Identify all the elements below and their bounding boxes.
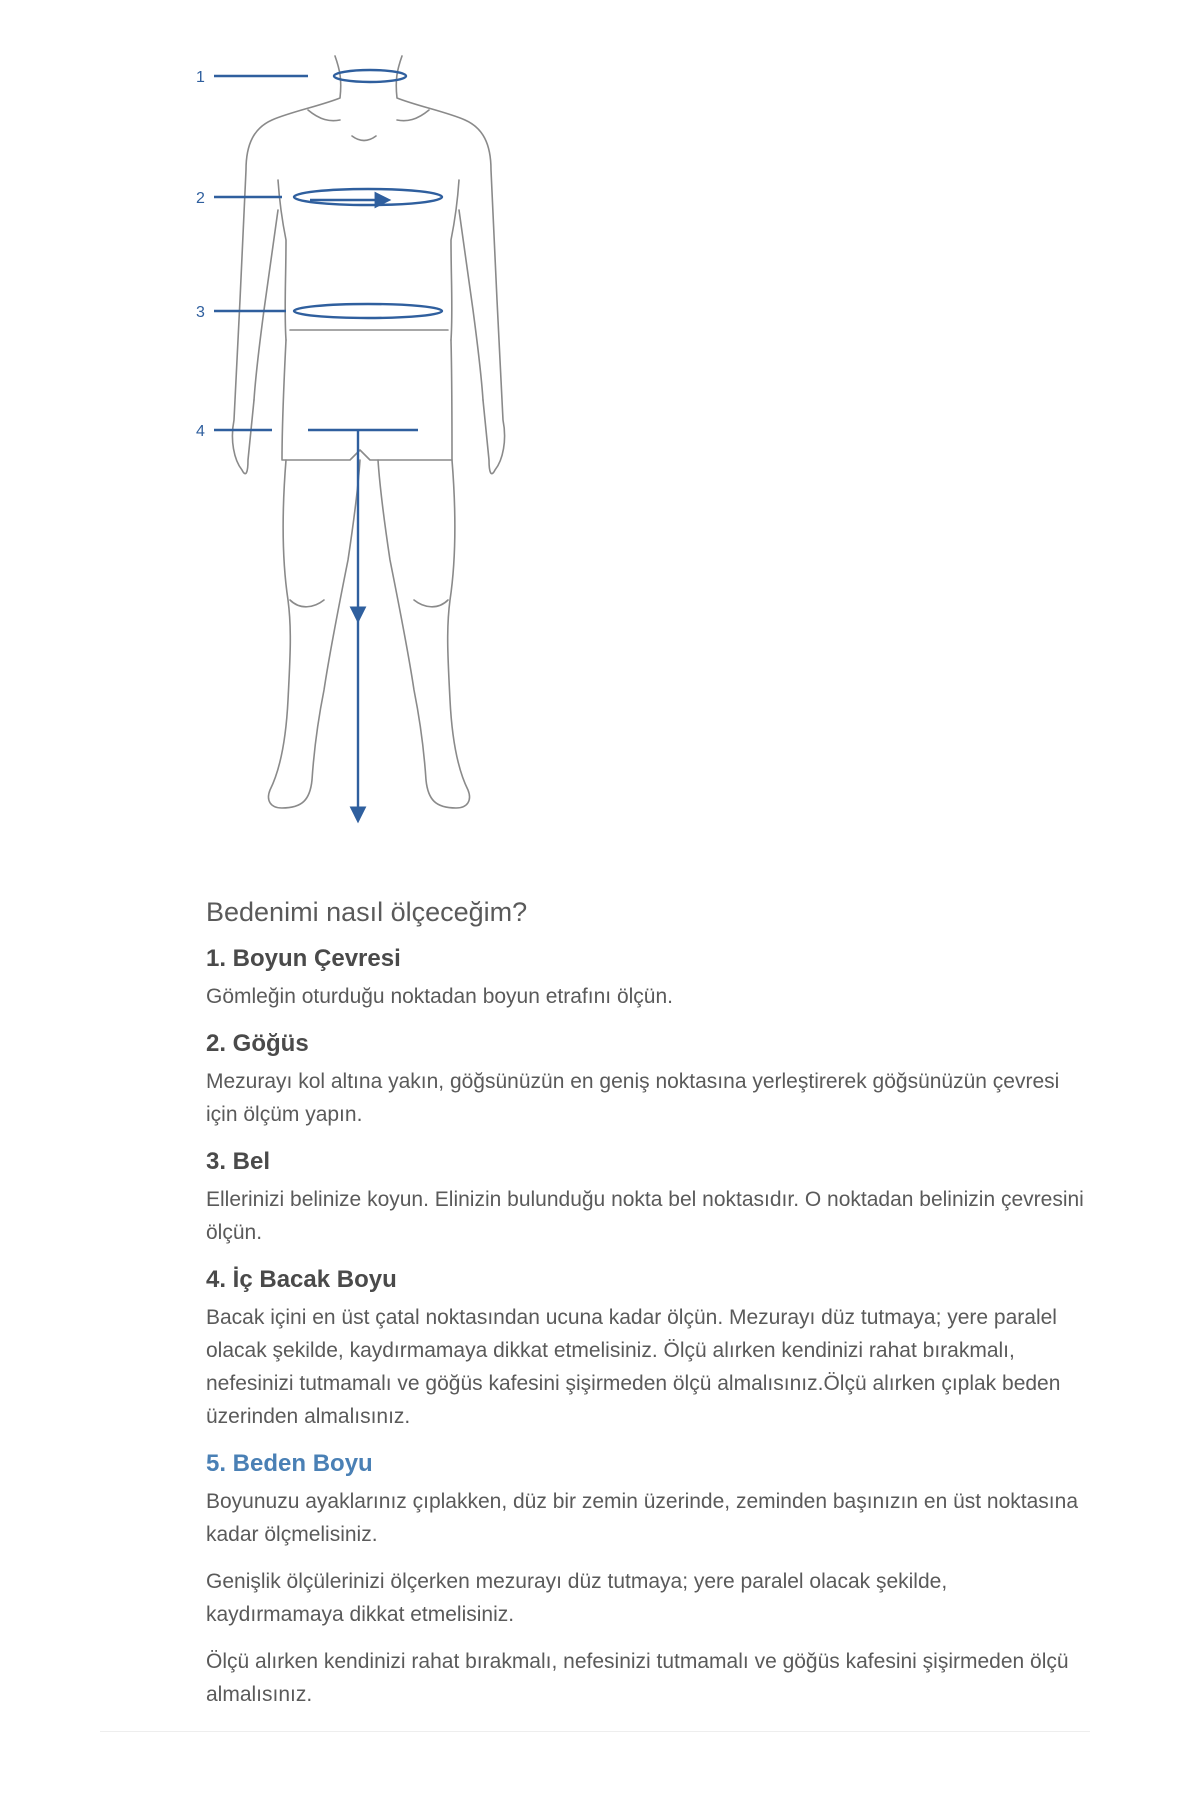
section-heading-link[interactable]: 5. Beden Boyu: [206, 1450, 373, 1477]
neck-measure-mark: [214, 70, 406, 82]
note-paragraph: Genişlik ölçülerinizi ölçerken mezurayı düz tutmaya; yere paralel olacak şekilde, kaydırmamaya dikkat etmelisiniz.: [206, 1570, 948, 1626]
section-waist: [206, 1145, 1086, 1249]
section-text: Ellerinizi belinize koyun. Elinizin bulunduğu nokta bel noktasıdır. O noktadan belinizin çevresini ölçün.: [206, 1188, 1084, 1244]
section-heading: 1. Boyun Çevresi: [206, 945, 401, 972]
section-chest: [206, 1027, 1086, 1131]
body-outline-illustration: [190, 40, 550, 860]
body-silhouette: [232, 56, 504, 808]
section-text: Boyunuzu ayaklarınız çıplakken, düz bir zemin üzerinde, zeminden başınızın en üst noktasına kadar ölçmelisiniz.: [206, 1490, 1078, 1546]
inseam-measure-mark: [214, 430, 418, 820]
marker-number: 4: [196, 423, 205, 440]
section-heading: 3. Bel: [206, 1148, 271, 1175]
body-measurement-figure: [190, 40, 550, 860]
marker-number: 1: [196, 69, 205, 86]
section-inseam: [206, 1263, 1086, 1433]
section-text: Gömleğin oturduğu noktadan boyun etrafını ölçün.: [206, 985, 673, 1008]
marker-number: 2: [196, 190, 205, 207]
page-title: Bedenimi nasıl ölçeceğim?: [206, 897, 528, 927]
section-text: Bacak içini en üst çatal noktasından ucuna kadar ölçün. Mezurayı düz tutmaya; yere paralel olacak şekilde, kaydırmamaya dikkat etmelisiniz. Ölçü alırken kendinizi rahat bırakmalı, nefesinizi tutmamalı ve göğüs kafesini şişirmeden ölçü almalısınız.Ölçü alırken çıplak beden üzerinden almalısınız.: [206, 1306, 1061, 1428]
marker-number: 3: [196, 304, 205, 321]
bottom-divider: [100, 1731, 1090, 1732]
note-paragraph: Ölçü alırken kendinizi rahat bırakmalı, nefesinizi tutmamalı ve göğüs kafesini şişirmeden ölçü almalısınız.: [206, 1650, 1069, 1706]
waist-measure-mark: [214, 304, 442, 318]
section-height: [206, 1447, 1086, 1551]
section-text: Mezurayı kol altına yakın, göğsünüzün en geniş noktasına yerleştirerek göğsünüzün çevresi için ölçüm yapın.: [206, 1070, 1060, 1126]
measurement-guide: [206, 894, 1086, 1725]
chest-measure-mark: [214, 189, 442, 205]
section-heading: 4. İç Bacak Boyu: [206, 1266, 397, 1293]
section-neck: [206, 942, 1086, 1013]
section-heading: 2. Göğüs: [206, 1030, 309, 1057]
